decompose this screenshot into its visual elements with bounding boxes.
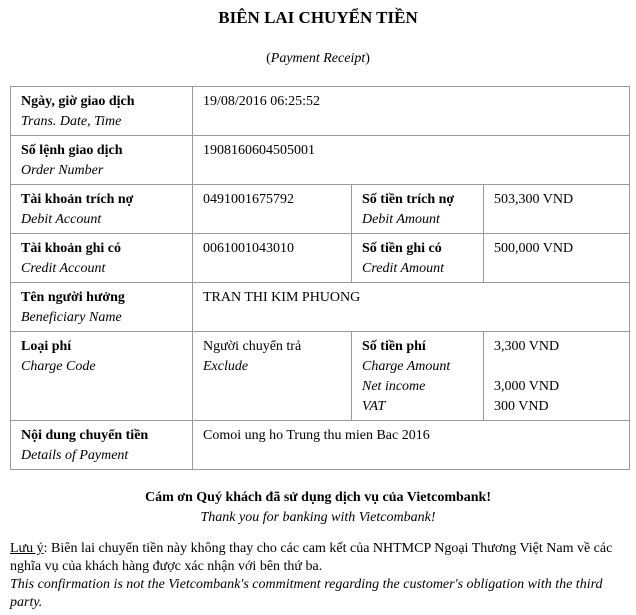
- charge-code-label-cell: [11, 332, 193, 421]
- row-credit: [11, 234, 630, 283]
- charge-amount-value: 3,300 VND: [494, 339, 560, 354]
- row-charge: [11, 332, 630, 421]
- credit-account-value-cell: [193, 234, 352, 283]
- charge-amount-value-cell: [484, 332, 630, 421]
- subtitle-close-paren: ): [365, 51, 370, 66]
- receipt-subtitle: [0, 51, 636, 67]
- note-en: This confirmation is not the Vietcombank's commitment regarding the customer's obligation with the third party.: [10, 577, 603, 610]
- trans-date-label: Ngày, giờ giao dịch: [21, 94, 135, 109]
- thanks-vi: Cám ơn Quý khách đã sử dụng dịch vụ của Vietcombank!: [144, 490, 491, 505]
- order-number-label-cell: [11, 136, 193, 185]
- row-trans-date: [11, 87, 630, 136]
- debit-amount-label-en: Debit Amount: [362, 212, 440, 227]
- vat-value: 300 VND: [494, 399, 549, 414]
- charge-amount-label: Số tiền phí: [362, 339, 426, 354]
- credit-amount-value: 500,000 VND: [494, 241, 574, 256]
- vat-label: VAT: [362, 399, 386, 414]
- charge-code-value-en: Exclude: [203, 359, 249, 374]
- thank-you-message: [0, 488, 636, 528]
- order-number-label: Số lệnh giao dịch: [21, 143, 123, 158]
- trans-date-label-cell: [11, 87, 193, 136]
- beneficiary-value-cell: [193, 283, 630, 332]
- beneficiary-value: TRAN THI KIM PHUONG: [203, 290, 361, 305]
- charge-code-label: Loại phí: [21, 339, 72, 354]
- debit-account-value-cell: [193, 185, 352, 234]
- thanks-en: Thank you for banking with Vietcombank!: [200, 510, 436, 525]
- charge-amount-label-en: Charge Amount: [362, 359, 451, 374]
- credit-account-label-cell: [11, 234, 193, 283]
- details-label: Nội dung chuyển tiền: [21, 428, 149, 443]
- charge-code-value: Người chuyển trả: [203, 339, 302, 354]
- credit-account-label: Tài khoản ghi có: [21, 241, 121, 256]
- details-label-en: Details of Payment: [21, 448, 129, 463]
- credit-amount-label-en: Credit Amount: [362, 261, 445, 276]
- debit-account-value: 0491001675792: [203, 192, 294, 207]
- trans-date-value-cell: [193, 87, 630, 136]
- debit-amount-value: 503,300 VND: [494, 192, 574, 207]
- credit-account-value: 0061001043010: [203, 241, 294, 256]
- debit-amount-value-cell: [484, 185, 630, 234]
- order-number-label-en: Order Number: [21, 163, 104, 178]
- net-income-value: 3,000 VND: [494, 379, 560, 394]
- debit-account-label-en: Debit Account: [21, 212, 102, 227]
- row-beneficiary: [11, 283, 630, 332]
- trans-date-label-en: Trans. Date, Time: [21, 114, 122, 129]
- details-value: Comoi ung ho Trung thu mien Bac 2016: [203, 428, 430, 443]
- beneficiary-label-cell: [11, 283, 193, 332]
- credit-amount-label-cell: [352, 234, 484, 283]
- debit-account-label: Tài khoản trích nợ: [21, 192, 134, 207]
- disclaimer-note: [10, 540, 632, 612]
- note-vi: : Biên lai chuyển tiền này không thay cho các cam kết của NHTMCP Ngoại Thương Việt Nam về các nghĩa vụ của khách hàng được xác nhận với bên thứ ba.: [10, 541, 613, 574]
- row-order-number: [11, 136, 630, 185]
- charge-code-value-cell: [193, 332, 352, 421]
- row-debit: [11, 185, 630, 234]
- subtitle-text: Payment Receipt: [270, 51, 366, 66]
- net-income-label: Net income: [362, 379, 426, 394]
- beneficiary-label-en: Beneficiary Name: [21, 310, 122, 325]
- order-number-value: 1908160604505001: [203, 143, 315, 158]
- debit-amount-label: Số tiền trích nợ: [362, 192, 455, 207]
- details-value-cell: [193, 421, 630, 470]
- details-label-cell: [11, 421, 193, 470]
- credit-amount-value-cell: [484, 234, 630, 283]
- note-label: Lưu ý: [10, 541, 44, 556]
- row-details: [11, 421, 630, 470]
- debit-account-label-cell: [11, 185, 193, 234]
- receipt-table: [10, 86, 630, 470]
- trans-date-value: 19/08/2016 06:25:52: [203, 94, 321, 109]
- credit-account-label-en: Credit Account: [21, 261, 106, 276]
- charge-code-label-en: Charge Code: [21, 359, 96, 374]
- credit-amount-label: Số tiền ghi có: [362, 241, 442, 256]
- subtitle-open-paren: (: [266, 51, 271, 66]
- order-number-value-cell: [193, 136, 630, 185]
- receipt-title: BIÊN LAI CHUYỂN TIỀN: [218, 8, 418, 27]
- debit-amount-label-cell: [352, 185, 484, 234]
- charge-amount-label-cell: [352, 332, 484, 421]
- charge-amount-spacer: [494, 357, 619, 377]
- beneficiary-label: Tên người hưởng: [21, 290, 125, 305]
